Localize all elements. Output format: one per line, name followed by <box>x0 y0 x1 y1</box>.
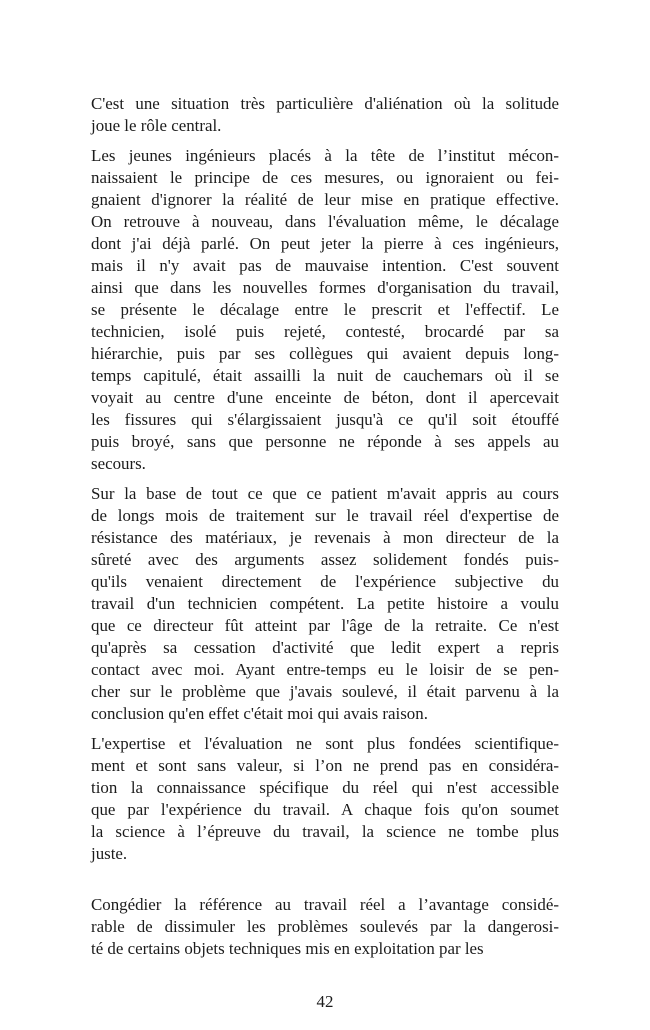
page-number: 42 <box>316 992 334 1011</box>
paragraph-5: Congédier la référence au travail réel a l’avantage considé- rable de dissimuler les problèmes soulevés par la dangerosi- té de certains objets techniques mis en exploitation par les <box>91 895 559 959</box>
paragraph-1: C'est une situation très particulière d'aliénation où la solitude joue le rôle central. <box>91 94 559 136</box>
paragraph-3: Sur la base de tout ce que ce patient m'avait appris au cours de longs mois de traitement sur le travail réel d'expertise de résistance des matériaux, je revenais à mon directeur de la sûreté avec des arguments assez solidement fondés puis- qu'ils venaient directement de l'expérience subjective du travail d'un technicien compétent. La petite histoire a voulu que ce directeur fût atteint par l'âge de la retraite. Ce n'est qu'après sa cessation d'activité que ledit expert a repris contact avec moi. Ayant entre-temps eu le loisir de se pen- cher sur le problème que j'avais soulevé, il était parvenu à la conclusion qu'en effet c'était moi qui avais raison. <box>91 483 559 724</box>
paragraph-2: Les jeunes ingénieurs placés à la tête de l’institut mécon- naissaient le principe de ces mesures, ou ignoraient ou fei- gnaient d'ignorer la réalité de leur mise en pratique effective. On retrouve à nouveau, dans l'évaluation même, le décalage dont j'ai déjà parlé. On peut jeter la pierre à ces ingénieurs, mais il n'y avait pas de mauvaise intention. C'est souvent ainsi que dans les nouvelles formes d'organisation du travail, se présente le décalage entre le prescrit et l'effectif. Le technicien, isolé puis rejeté, contesté, brocardé par sa hiérarchie, puis par ses collègues qui avaient depuis long- temps capitulé, était assailli la nuit de cauchemars où il se voyait au centre d'une enceinte de béton, dont il apercevait les fissures qui s'élargissaient jusqu'à ce qu'il soit étouffé puis broyé, sans que personne ne réponde à ses appels au secours. <box>91 145 559 474</box>
page-body <box>91 93 559 960</box>
paragraph-4: L'expertise et l'évaluation ne sont plus fondées scientifique- ment et sont sans valeur, si l’on ne prend pas en considéra- tion la connaissance spécifique du réel qui n'est accessible que par l'expérience du travail. A chaque fois qu'on soumet la science à l’épreuve du travail, la science ne tombe plus juste. <box>91 733 559 864</box>
